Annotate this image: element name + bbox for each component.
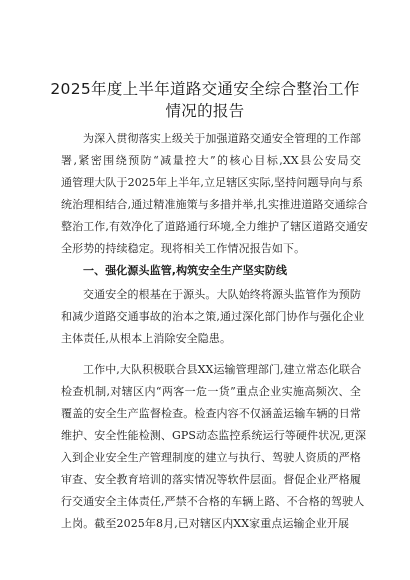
report-title-line-2: 情况的报告: [165, 102, 245, 120]
paragraph-3-line: 行交通安全主体责任,严禁不合格的车辆上路、不合格的驾驶人: [61, 495, 365, 508]
paragraph-1-line: 通管理大队于2025年上半年,立足辖区实际,坚持问题导向与系: [61, 176, 363, 189]
paragraph-1-line: 为深入贯彻落实上级关于加强道路交通安全管理的工作部: [83, 132, 361, 145]
paragraph-1-line: 署,紧密围绕预防“减量控大”的核心目标,XX县公安局交: [61, 154, 361, 167]
paragraph-1-line: 统治理相结合,通过精准施策与多措并举,扎实推进道路交通综合: [61, 198, 368, 211]
paragraph-3-line: 审查、安全教育培训的落实情况等软件层面。督促企业严格履: [61, 473, 361, 486]
paragraph-2-line: 主体责任,从根本上消除安全隐患。: [61, 332, 232, 345]
paragraph-3-line: 覆盖的安全生产监督检查。检查内容不仅涵盖运输车辆的日常: [61, 407, 361, 420]
paragraph-3-line: 检查机制,对辖区内“两客一危一货”重点企业实施高频次、全: [61, 385, 361, 398]
paragraph-3-line: 工作中,大队积极联合县XX运输管理部门,建立常态化联合: [83, 363, 362, 376]
paragraph-1-line: 整治工作,有效净化了道路通行环境,全力维护了辖区道路交通安: [61, 220, 368, 233]
paragraph-3-line: 维护、安全性能检测、GPS动态监控系统运行等硬件状况,更深: [61, 429, 367, 442]
paragraph-1-line: 全形势的持续稳定。现将相关工作情况报告如下。: [61, 242, 306, 255]
section-heading-1: 一、强化源头监管,构筑安全生产坚实防线: [83, 264, 288, 277]
paragraph-3-line: 上岗。截至2025年8月,已对辖区内XX家重点运输企业开展: [61, 517, 350, 530]
report-title-line-1: 2025年度上半年道路交通安全综合整治工作: [50, 80, 360, 98]
paragraph-2-line: 和减少道路交通事故的治本之策,通过深化部门协作与强化企业: [61, 310, 365, 323]
paragraph-2-line: 交通安全的根基在于源头。大队始终将源头监管作为预防: [83, 288, 361, 301]
paragraph-3-line: 入到企业安全生产管理制度的建立与执行、驾驶人资质的严格: [61, 451, 361, 464]
